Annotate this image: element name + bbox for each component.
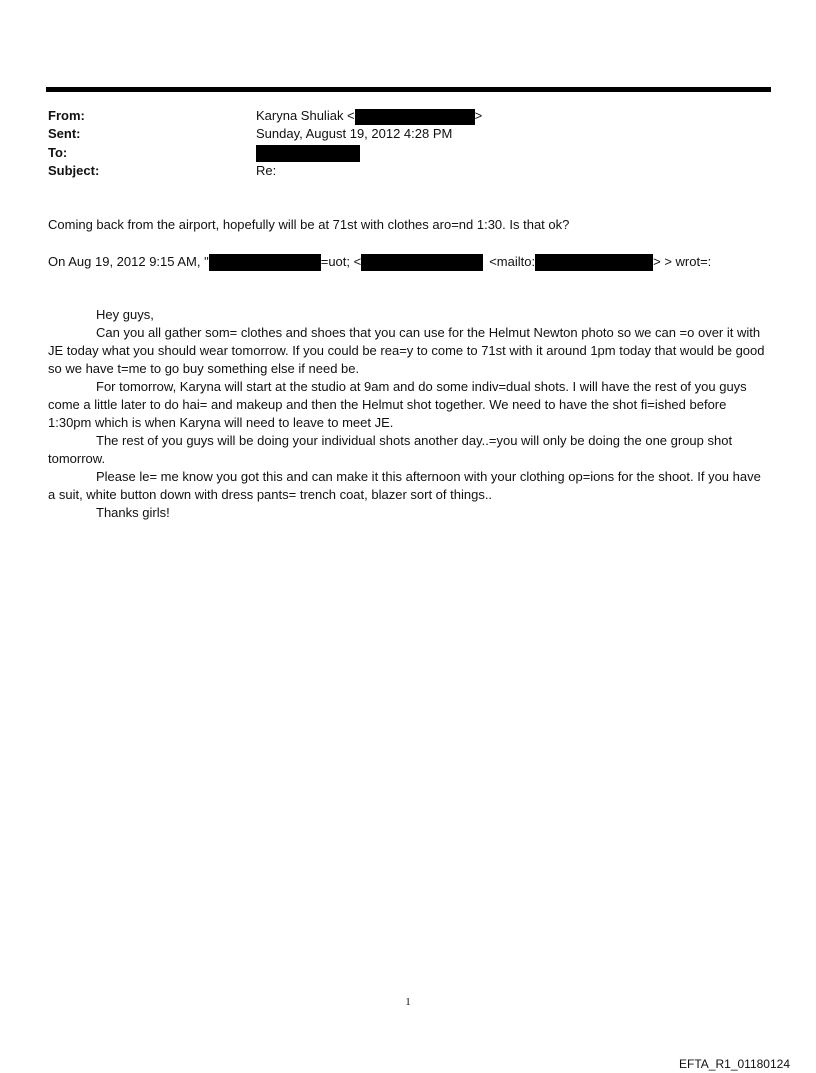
redaction-block <box>209 254 321 271</box>
redaction-block <box>355 109 475 125</box>
bates-number: EFTA_R1_01180124 <box>679 1057 790 1071</box>
reply-text: Coming back from the airport, hopefully will be at 71st with clothes aro=nd 1:30. Is that ok? <box>48 217 570 232</box>
quote-part4: > > wrot=: <box>653 254 712 269</box>
from-value <box>256 108 482 125</box>
redaction-block <box>256 145 360 162</box>
quote-prefix: On Aug 19, 2012 9:15 AM, " <box>48 254 209 269</box>
subject-value: Re: <box>256 163 277 178</box>
quote-part3: <mailto: <box>489 254 536 269</box>
quote-header <box>48 254 711 271</box>
header-rule <box>46 87 771 92</box>
from-name: Karyna Shuliak < <box>256 108 355 123</box>
to-value <box>256 145 360 162</box>
greeting: Hey guys, <box>96 307 154 322</box>
redaction-block <box>535 254 653 271</box>
quoted-message <box>48 306 768 522</box>
redaction-block <box>361 254 483 271</box>
quote-part2: =uot; < <box>320 254 362 269</box>
sent-value: Sunday, August 19, 2012 4:28 PM <box>256 126 453 141</box>
paragraph-1: Can you all gather som= clothes and shoes that you can use for the Helmut Newton photo so we can =o over it with JE today what you should wear tomorrow. If you could be rea=y to come to 71st with it around 1pm today that would be good so we have t=me to go buy something else if need be. <box>48 325 765 376</box>
subject-label: Subject: <box>48 163 100 178</box>
from-label: From: <box>48 108 85 123</box>
paragraph-3: The rest of you guys will be doing your individual shots another day..=you will only be doing the one group shot tomorrow. <box>48 433 733 466</box>
page-number: 1 <box>405 996 411 1008</box>
from-close: > <box>474 108 483 123</box>
paragraph-2: For tomorrow, Karyna will start at the studio at 9am and do some indiv=dual shots. I will have the rest of you guys come a little later to do hai= and makeup and then the Helmut shot together. We need to have the shot fi=ished before 1:30pm which is when Karyna will need to leave to meet JE. <box>48 379 747 430</box>
sent-label: Sent: <box>48 126 81 141</box>
paragraph-4: Please le= me know you got this and can make it this afternoon with your clothing op=ions for the shoot. If you have a suit, white button down with dress pants= trench coat, blazer sort of things.. <box>48 469 761 502</box>
to-label: To: <box>48 145 68 160</box>
signoff: Thanks girls! <box>96 505 170 520</box>
